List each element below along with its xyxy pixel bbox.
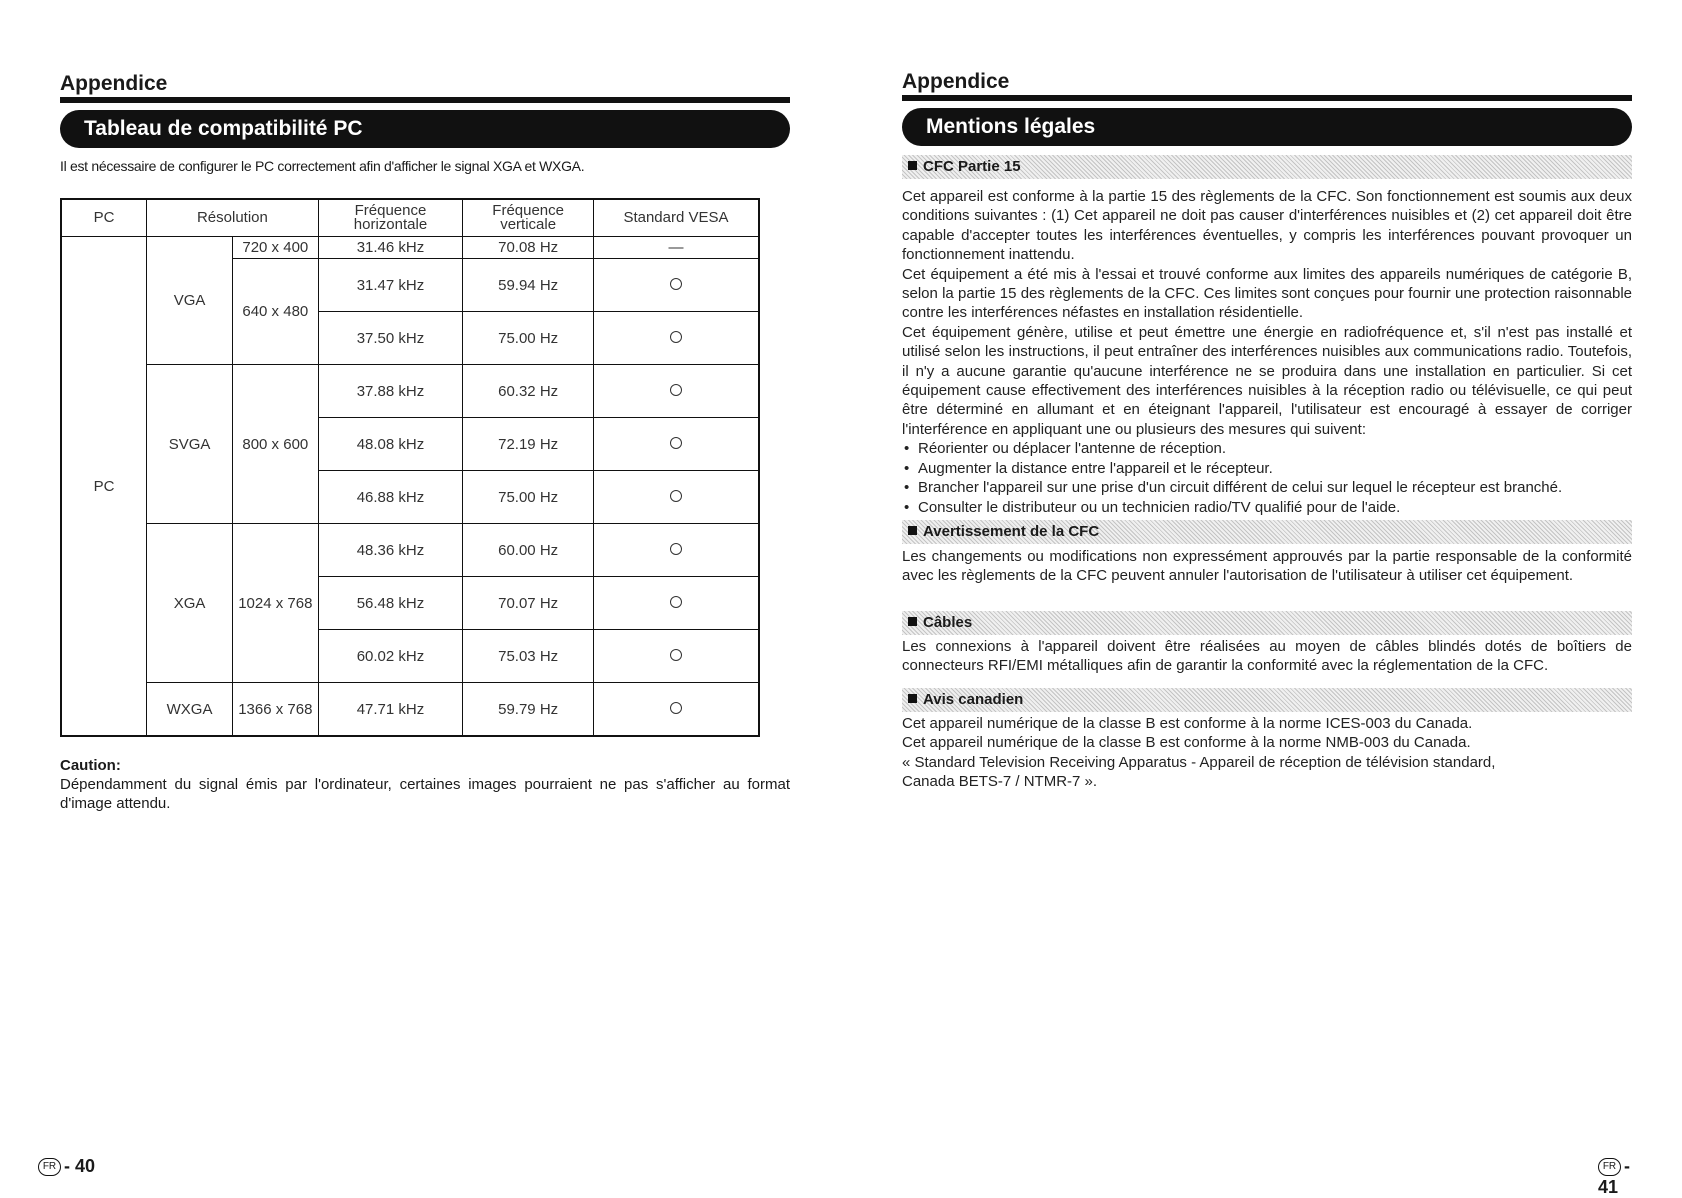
v-freq: 60.00 Hz xyxy=(463,524,594,577)
v-freq: 72.19 Hz xyxy=(463,418,594,471)
vesa-circle-icon xyxy=(670,543,682,555)
resolution-800x600: 800 x 600 xyxy=(232,365,318,524)
page-number-text: - 40 xyxy=(64,1156,96,1176)
v-freq: 75.03 Hz xyxy=(463,630,594,683)
page-number-left xyxy=(38,1156,95,1177)
v-freq: 59.94 Hz xyxy=(463,259,594,312)
list-item: • Consulter le distributeur ou un technicien radio/TV qualifié pour de l'aide. xyxy=(902,498,1632,517)
h-freq: 56.48 kHz xyxy=(318,577,463,630)
h-freq: 46.88 kHz xyxy=(318,471,463,524)
vesa-circle-icon xyxy=(670,384,682,396)
subheading-label: Avertissement de la CFC xyxy=(923,523,1100,540)
vesa-circle-icon xyxy=(670,490,682,502)
table-row xyxy=(61,683,759,737)
subheading-canadian-notice xyxy=(902,688,1632,712)
paragraph: « Standard Television Receiving Apparatus - Appareil de réception de télévision standard, xyxy=(902,753,1496,771)
caution-title: Caution: xyxy=(60,757,121,774)
vesa-circle-icon xyxy=(670,437,682,449)
vesa-check-cell xyxy=(593,418,759,471)
table-row xyxy=(61,524,759,577)
h-freq: 31.46 kHz xyxy=(318,237,463,259)
page-number-text: - 41 xyxy=(1598,1156,1630,1197)
resolution-1366x768: 1366 x 768 xyxy=(232,683,318,737)
resolution-1024x768: 1024 x 768 xyxy=(232,524,318,683)
vesa-check-cell xyxy=(593,683,759,737)
paragraph: Canada BETS-7 / NTMR-7 ». xyxy=(902,773,1098,791)
square-bullet-icon xyxy=(908,617,917,626)
h-freq: 48.08 kHz xyxy=(318,418,463,471)
section-banner-pc-compatibility: Tableau de compatibilité PC xyxy=(60,110,790,148)
language-badge: FR xyxy=(1598,1158,1621,1176)
heading-rule xyxy=(60,97,790,103)
caution-text: Dépendamment du signal émis par l'ordinateur, certaines images pourraient ne pas s'afficher au format d'image attendu. xyxy=(60,776,790,812)
section-banner-legal-notices: Mentions légales xyxy=(902,108,1632,146)
paragraph: Cet appareil est conforme à la partie 15 des règlements de la CFC. Son fonctionnement est soumis aux deux conditions suivantes : (1) Cet appareil ne doit pas causer d'interférences nuisibles et (2) cet appareil doit être capable d'accepter toutes les interférences éventuelles, y compris les interférences pouvant provoquer un fonctionnement inattendu. xyxy=(902,188,1632,264)
vesa-check-cell xyxy=(593,471,759,524)
pc-label-cell: PC xyxy=(61,237,147,737)
subheading-cfc-warning xyxy=(902,520,1632,544)
appendix-heading: Appendice xyxy=(902,70,1010,93)
list-item: • Augmenter la distance entre l'appareil et le récepteur. xyxy=(902,459,1632,478)
v-freq: 75.00 Hz xyxy=(463,471,594,524)
square-bullet-icon xyxy=(908,694,917,703)
h-freq: 48.36 kHz xyxy=(318,524,463,577)
intro-text: Il est nécessaire de configurer le PC correctement afin d'afficher le signal XGA et WXGA. xyxy=(60,158,585,174)
vesa-check-cell xyxy=(593,577,759,630)
subheading-label: Avis canadien xyxy=(923,691,1024,708)
subheading-label: Câbles xyxy=(923,614,973,631)
subheading-cables xyxy=(902,611,1632,635)
header-pc: PC xyxy=(61,199,147,237)
measures-list xyxy=(902,439,1632,517)
cfc-warning-body: Les changements ou modifications non expressément approuvés par la partie responsable de la conformité avec les règlements de la CFC peuvent annuler l'autorisation de l'utilisateur à utiliser cet équipement. xyxy=(902,548,1632,585)
vesa-dash: — xyxy=(593,237,759,259)
header-vertical-frequency: Fréquence verticale xyxy=(463,199,594,237)
v-freq: 60.32 Hz xyxy=(463,365,594,418)
resolution-720x400: 720 x 400 xyxy=(232,237,318,259)
square-bullet-icon xyxy=(908,161,917,170)
mode-vga: VGA xyxy=(147,237,233,365)
list-item: • Réorienter ou déplacer l'antenne de réception. xyxy=(902,439,1632,458)
mode-svga: SVGA xyxy=(147,365,233,524)
vesa-check-cell xyxy=(593,365,759,418)
subheading-label: CFC Partie 15 xyxy=(923,158,1021,175)
v-freq: 70.07 Hz xyxy=(463,577,594,630)
square-bullet-icon xyxy=(908,526,917,535)
heading-rule xyxy=(902,95,1632,101)
list-item: • Brancher l'appareil sur une prise d'un circuit différent de celui sur lequel le récepteur est branché. xyxy=(902,478,1632,497)
vesa-check-cell xyxy=(593,524,759,577)
h-freq: 37.88 kHz xyxy=(318,365,463,418)
header-horizontal-frequency: Fréquence horizontale xyxy=(318,199,463,237)
vesa-circle-icon xyxy=(670,596,682,608)
paragraph: Cet équipement génère, utilise et peut émettre une énergie en radiofréquence et, s'il n'est pas installé et utilisé selon les instructions, il peut entraîner des interférences nuisibles aux communications radio. Toutefois, il n'y a aucune garantie qu'aucune interférence ne se produira dans une installation en particulier. Si cet équipement cause effectivement des interférences nuisibles à la réception radio ou télévisuelle, ce qui peut être déterminé en allumant et en éteignant l'appareil, l'utilisateur est encouragé à essayer de corriger l'interférence en appliquant une ou plusieurs des mesures qui suivent: xyxy=(902,323,1632,438)
header-resolution: Résolution xyxy=(147,199,319,237)
cfc-part15-body xyxy=(902,187,1632,517)
h-freq: 31.47 kHz xyxy=(318,259,463,312)
pc-compatibility-table xyxy=(60,198,760,737)
v-freq: 75.00 Hz xyxy=(463,312,594,365)
resolution-640x480: 640 x 480 xyxy=(232,259,318,365)
header-vesa-standard: Standard VESA xyxy=(593,199,759,237)
paragraph: Cet appareil numérique de la classe B est conforme à la norme ICES-003 du Canada. xyxy=(902,715,1473,732)
table-row xyxy=(61,365,759,418)
table-row xyxy=(61,237,759,259)
language-badge: FR xyxy=(38,1158,61,1176)
vesa-circle-icon xyxy=(670,278,682,290)
vesa-circle-icon xyxy=(670,702,682,714)
h-freq: 47.71 kHz xyxy=(318,683,463,737)
vesa-check-cell xyxy=(593,259,759,312)
vesa-check-cell xyxy=(593,312,759,365)
h-freq: 37.50 kHz xyxy=(318,312,463,365)
table-header-row xyxy=(61,199,759,237)
page-number-right xyxy=(1598,1156,1632,1198)
h-freq: 60.02 kHz xyxy=(318,630,463,683)
mode-wxga: WXGA xyxy=(147,683,233,737)
mode-xga: XGA xyxy=(147,524,233,683)
cables-body: Les connexions à l'appareil doivent être réalisées au moyen de câbles blindés dotés de boîtiers de connecteurs RFI/EMI métalliques afin de garantir la conformité avec la réglementation de la CFC. xyxy=(902,638,1632,675)
vesa-circle-icon xyxy=(670,331,682,343)
appendix-heading: Appendice xyxy=(60,72,168,95)
subheading-cfc-part15 xyxy=(902,155,1632,179)
v-freq: 70.08 Hz xyxy=(463,237,594,259)
paragraph: Cet appareil numérique de la classe B est conforme à la norme NMB-003 du Canada. xyxy=(902,734,1471,752)
v-freq: 59.79 Hz xyxy=(463,683,594,737)
vesa-check-cell xyxy=(593,630,759,683)
paragraph: Cet équipement a été mis à l'essai et trouvé conforme aux limites des appareils numériques de catégorie B, selon la partie 15 des règlements de la CFC. Ces limites sont conçues pour fournir une protection raisonnable contre les interférences néfastes en installation résidentielle. xyxy=(902,265,1632,322)
canadian-notice-body xyxy=(902,714,1632,792)
vesa-circle-icon xyxy=(670,649,682,661)
